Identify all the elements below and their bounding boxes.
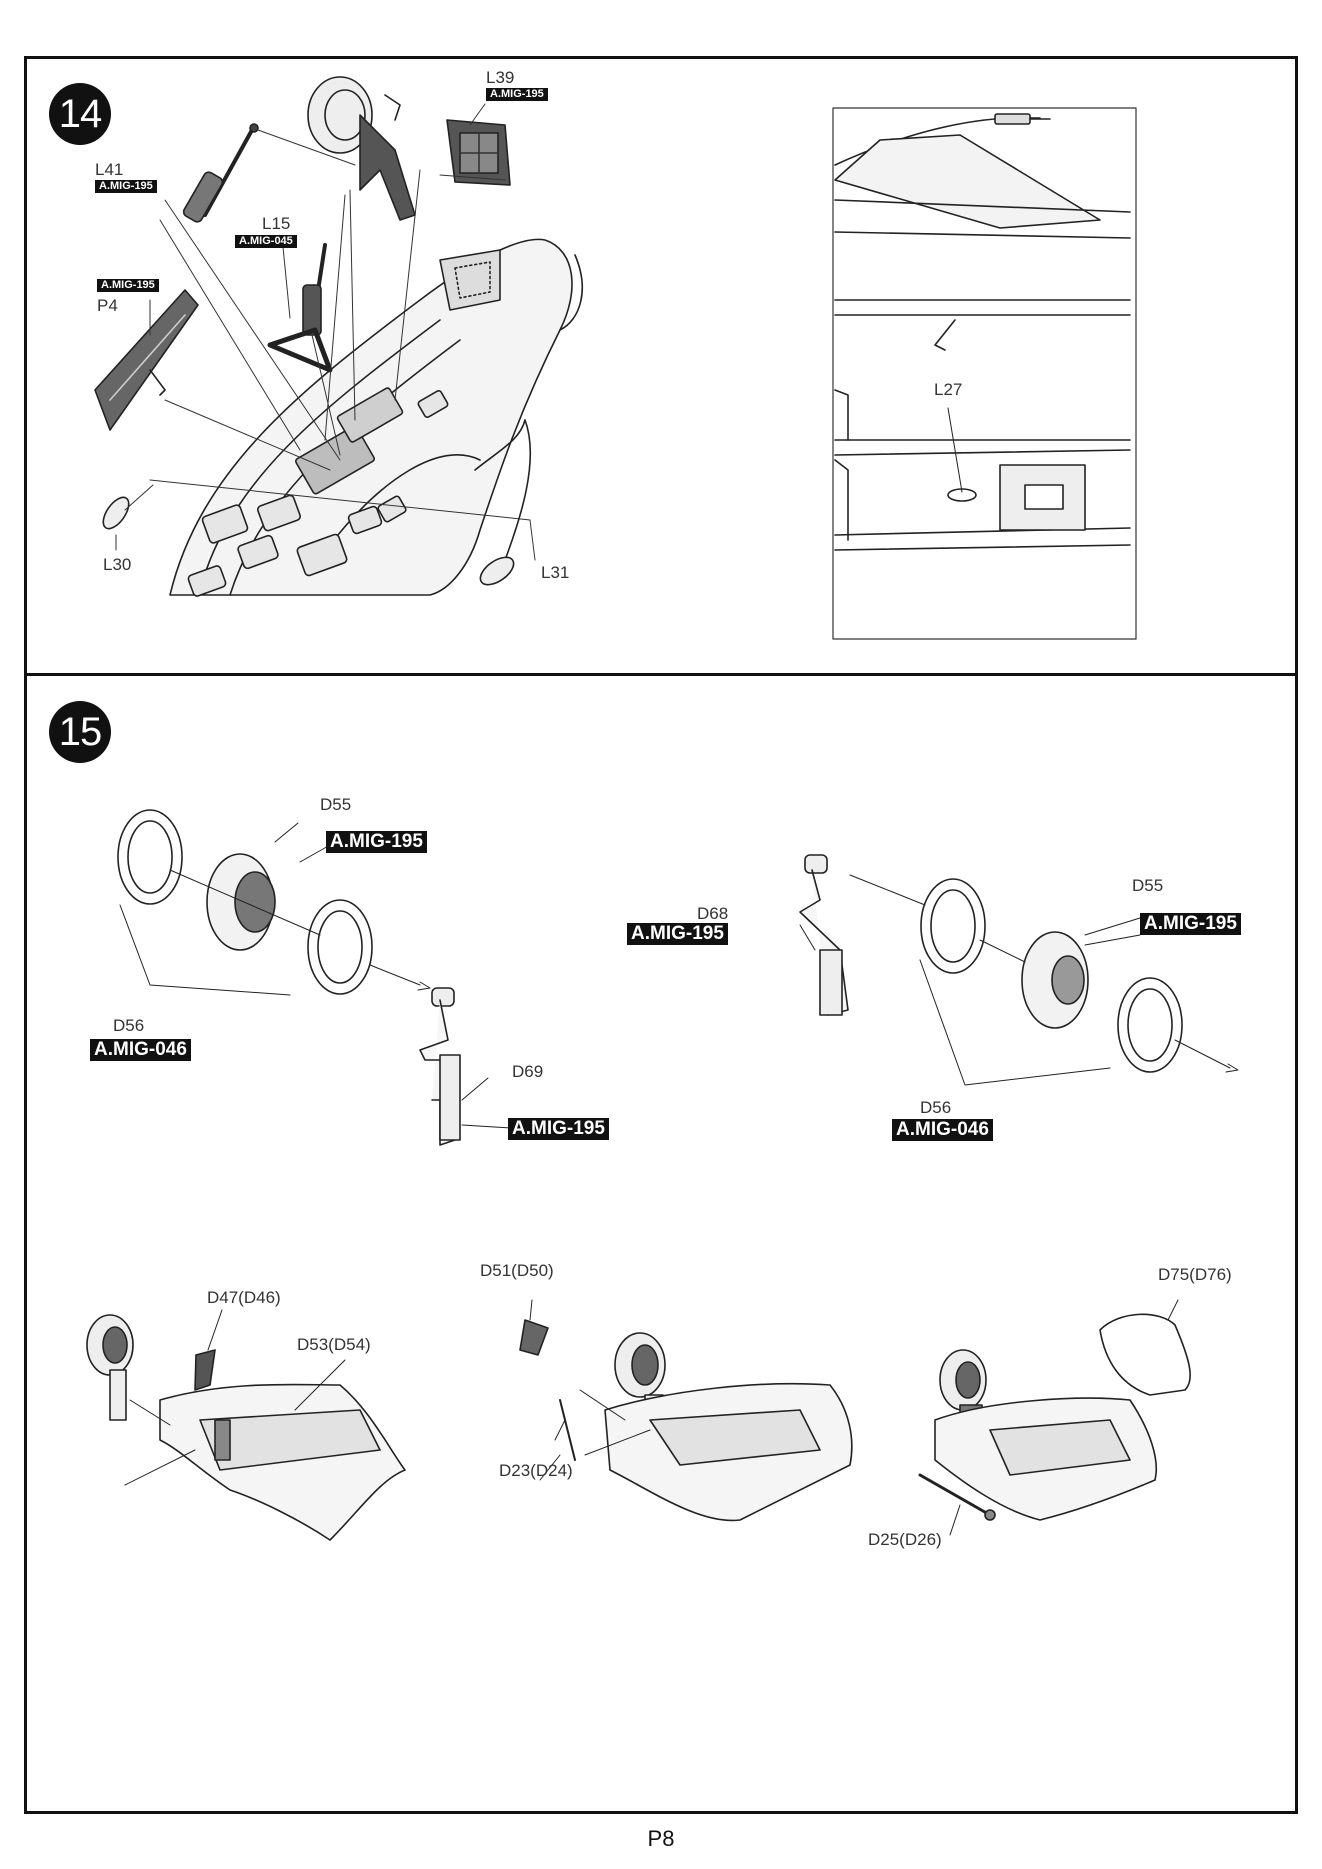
label-l15: L15 [262,214,291,233]
label-d51-d50: D51(D50) [480,1261,554,1280]
label-d68: D68 [697,904,729,923]
part-l31 [476,552,519,590]
paint-tag-d55-right: A.MIG-195 [1140,913,1241,935]
label-l41: L41 [95,160,124,179]
paint-tag-d56-right: A.MIG-046 [892,1119,993,1141]
part-l15 [270,245,330,370]
paint-tag-d56-left: A.MIG-046 [90,1039,191,1061]
part-l30 [98,493,133,533]
label-d55-right: D55 [1132,876,1164,895]
label-p4: P4 [97,296,118,315]
part-l39 [447,120,510,185]
paint-tag-d69: A.MIG-195 [508,1118,609,1140]
detail-view-l27 [833,108,1136,639]
paint-tag-d68: A.MIG-195 [627,923,728,945]
page-number: P8 [647,1826,675,1851]
paint-tag-d55-left: A.MIG-195 [326,831,427,853]
label-d47-d46: D47(D46) [207,1288,281,1307]
right-wheel-assembly [800,855,1238,1085]
fuselage-illustration [170,239,582,597]
label-d56-left: D56 [113,1016,145,1035]
label-d56-right: D56 [920,1098,952,1117]
label-d53-d54: D53(D54) [297,1335,371,1354]
label-d75-d76: D75(D76) [1158,1265,1232,1284]
part-nose-wheel [308,77,415,220]
paint-tag-p4: A.MIG-195 [97,279,159,292]
label-l27: L27 [934,380,963,399]
paint-tag-l41: A.MIG-195 [95,180,157,193]
label-d69: D69 [512,1062,544,1081]
step-14-badge: 14 [49,83,111,145]
step-15-badge: 15 [49,701,111,763]
left-wheel-assembly [118,810,512,1145]
label-l31: L31 [541,563,570,582]
paint-tag-l15: A.MIG-045 [235,235,297,248]
label-l30: L30 [103,555,132,574]
label-d55-left: D55 [320,795,352,814]
subview-2 [520,1300,852,1520]
paint-tag-l39: A.MIG-195 [486,88,548,101]
subview-3 [920,1300,1190,1535]
label-d23-d24: D23(D24) [499,1461,573,1480]
part-l41 [182,124,258,224]
label-d25-d26: D25(D26) [868,1530,942,1549]
label-l39: L39 [486,68,515,87]
